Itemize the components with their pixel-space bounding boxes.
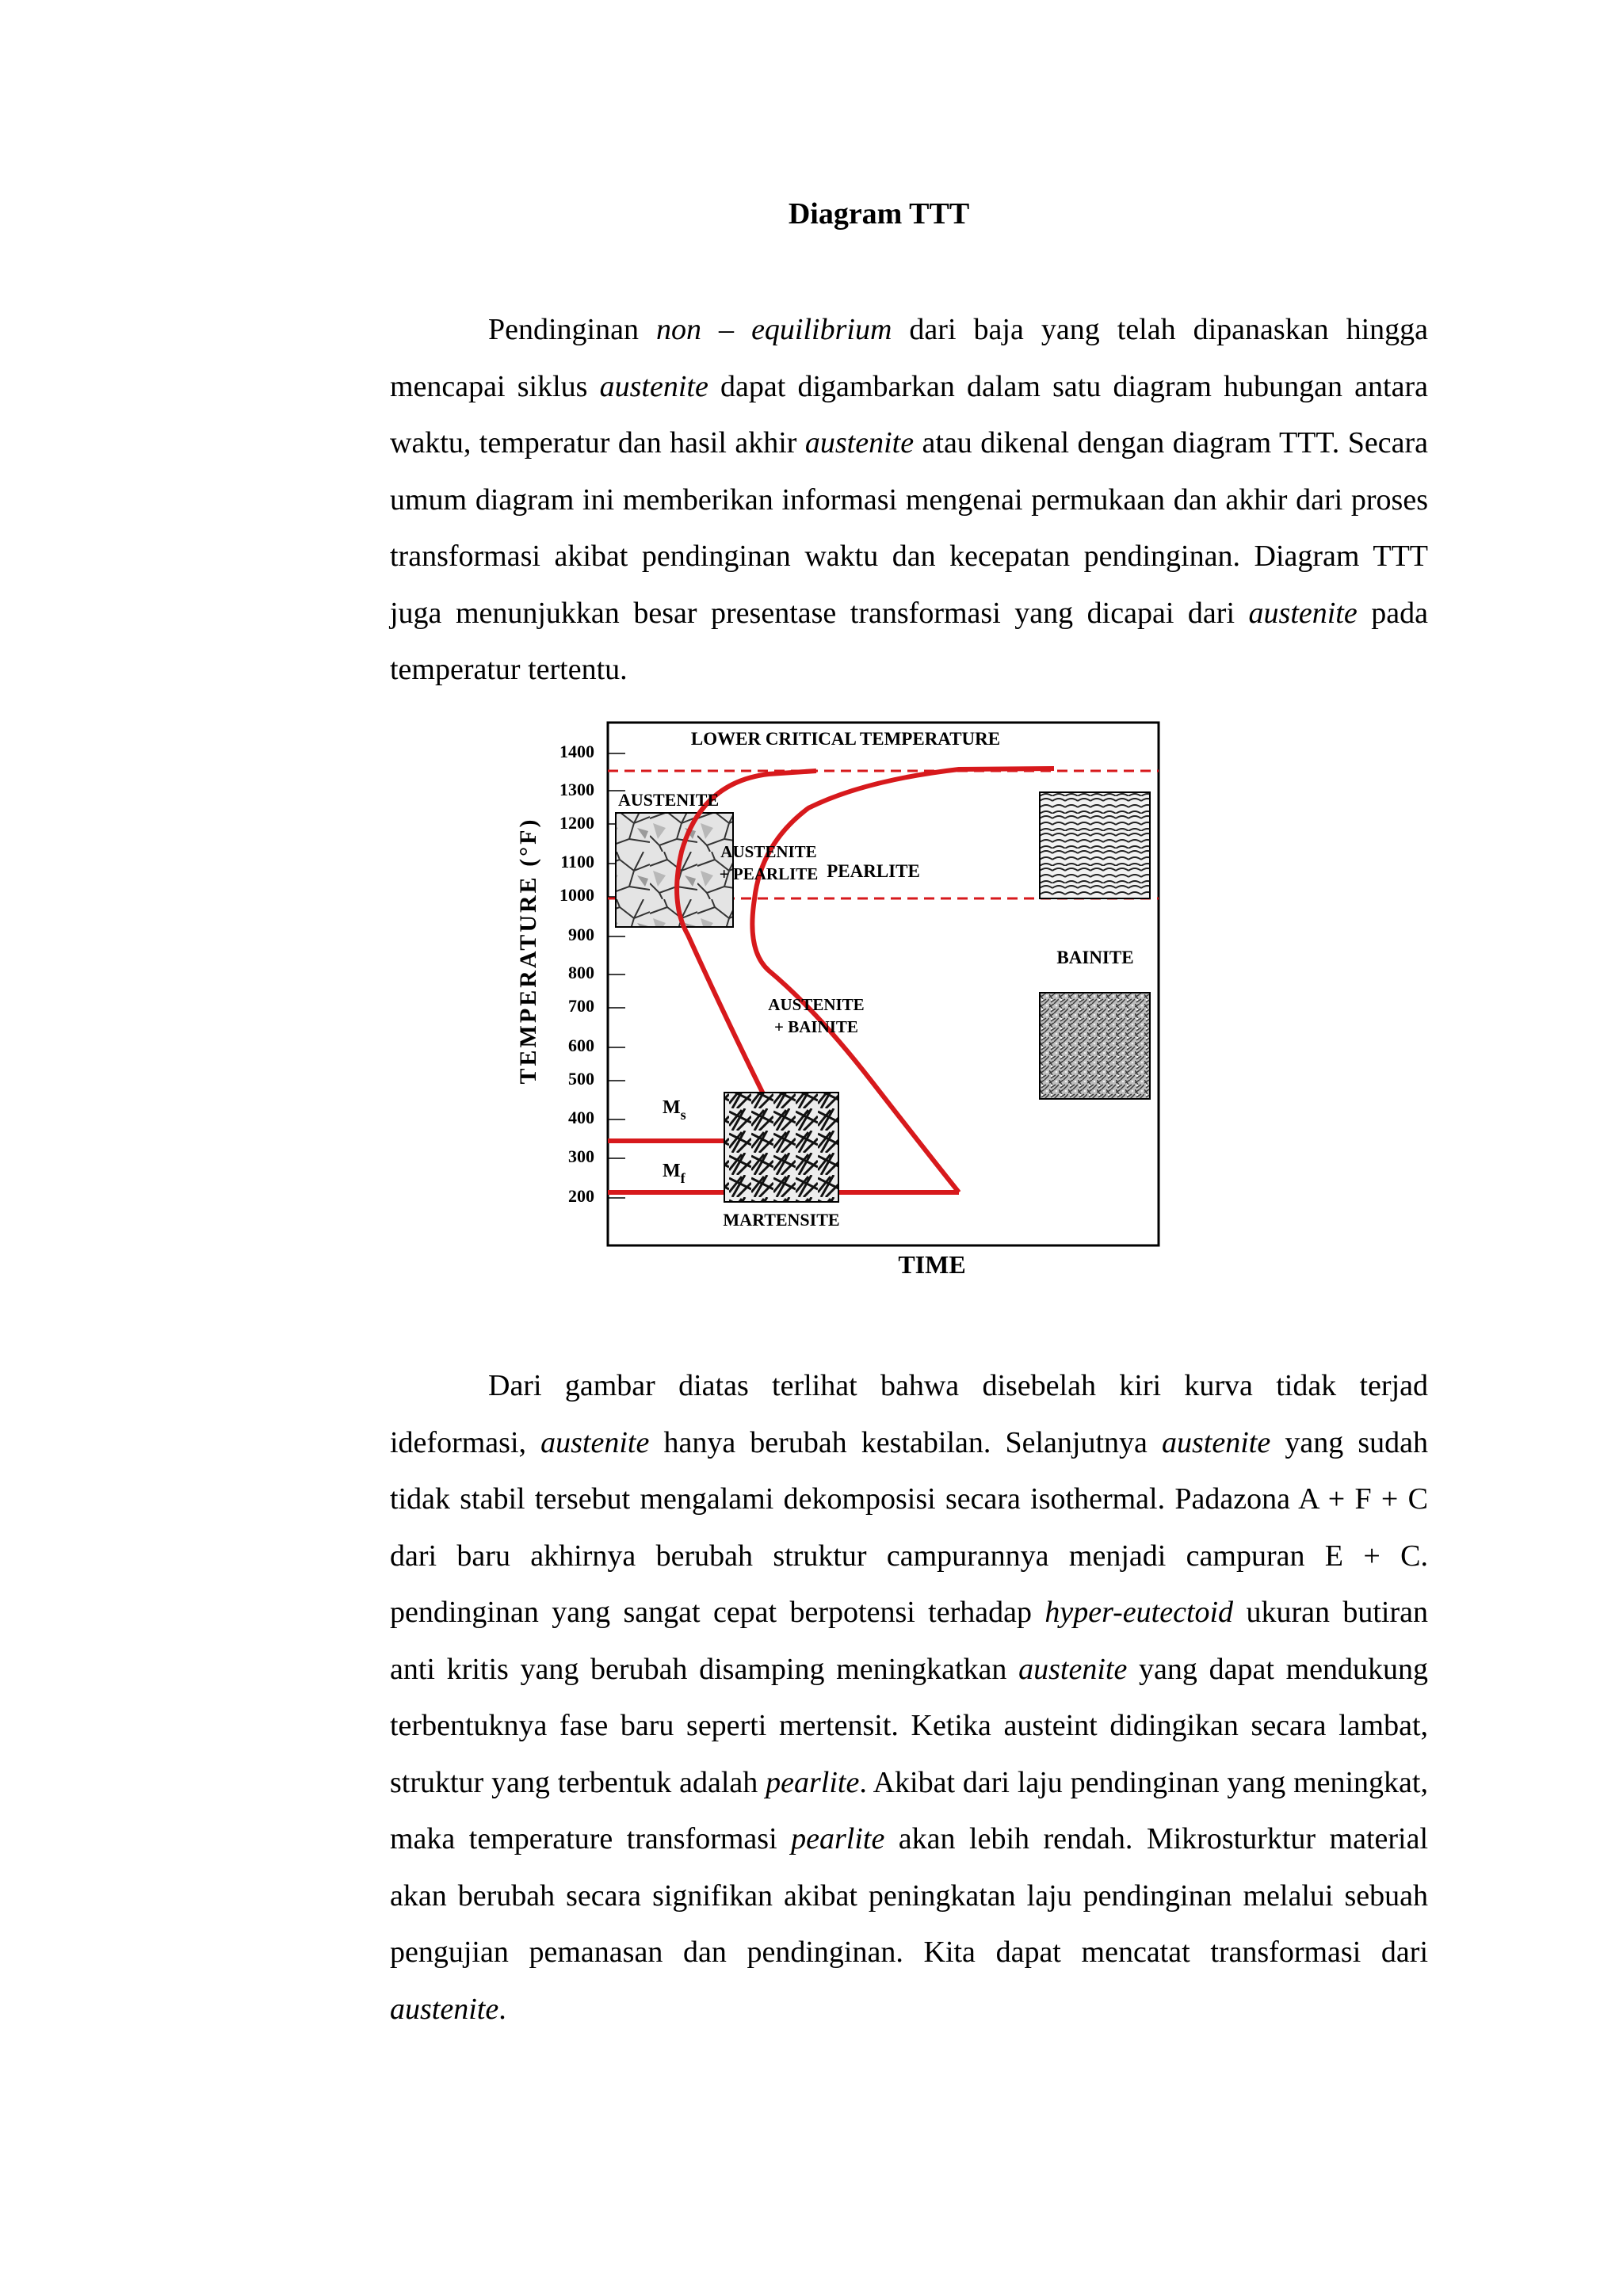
y-tick-800: 800 <box>568 963 594 982</box>
italic-term: pearlite <box>791 1822 885 1855</box>
label-austenite: AUSTENITE <box>618 790 720 810</box>
y-tick-labels <box>559 742 594 1206</box>
y-tick-1000: 1000 <box>559 885 594 905</box>
paragraph-intro <box>390 302 1428 699</box>
y-tick-1100: 1100 <box>560 852 594 871</box>
paragraph-discussion <box>390 1358 1428 2038</box>
text-run: . <box>498 1992 506 2026</box>
text-run: ukuran butiran anti kritis yang berubah disamping meningkatkan <box>390 1596 1428 1686</box>
page-title: Diagram TTT <box>788 197 970 231</box>
label-lower-critical: LOWER CRITICAL TEMPERATURE <box>690 729 1001 749</box>
y-tick-200: 200 <box>568 1186 594 1206</box>
italic-term: austenite <box>1248 596 1358 630</box>
italic-term: austenite <box>1018 1652 1128 1686</box>
italic-term: austenite <box>540 1425 650 1459</box>
label-austenite-bainite-2: + BAINITE <box>774 1017 858 1036</box>
text-run: Dari gambar diatas terlihat bahwa disebelah kiri kurva tidak terjad ideformasi, <box>390 1369 1428 1459</box>
y-tick-300: 300 <box>568 1146 594 1166</box>
pearlite-micrograph-icon <box>1040 792 1150 898</box>
italic-term: non – equilibrium <box>656 313 892 346</box>
label-pearlite: PEARLITE <box>827 861 920 881</box>
text-run: dapat digambarkan dalam satu diagram hubungan antara waktu, temperatur dan hasil akhir <box>390 369 1428 460</box>
italic-term: pearlite <box>766 1765 860 1799</box>
text-run: pada temperatur tertentu. <box>390 596 1428 686</box>
label-mf: $M_f$ <box>663 1161 685 1186</box>
text-run: atau dikenal dengan diagram TTT. Secara umum diagram ini memberikan informasi mengenai permukaan dan akhir dari proses transformasi akibat pendinginan waktu dan kecepatan pendinginan. Diagram TTT juga menunjukkan besar presentase transformasi yang dicapai dari <box>390 426 1428 630</box>
text-run: hanya berubah kestabilan. Selanjutnya <box>649 1425 1163 1459</box>
y-tick-700: 700 <box>568 996 594 1016</box>
y-tick-500: 500 <box>568 1069 594 1089</box>
ttt-diagram <box>507 709 1173 1295</box>
label-bainite: BAINITE <box>1056 948 1134 967</box>
text-run: Pendinginan <box>488 313 657 346</box>
italic-term: hyper-eutectoid <box>1044 1596 1234 1629</box>
text-run: dari baja yang telah dipanaskan hingga mencapai siklus <box>390 313 1429 403</box>
text-run: . Akibat dari laju pendinginan yang meningkat, maka temperature transformasi <box>390 1765 1428 1855</box>
text-run: yang sudah tidak stabil tersebut mengalami dekomposisi secara isothermal. Padazona A + F + C dari baru akhirnya berubah struktur campurannya menjadi campuran E + C. pendinginan yang sangat cepat berpotensi terhadap <box>390 1425 1428 1629</box>
italic-term: austenite <box>1162 1425 1271 1459</box>
italic-term: austenite <box>599 369 708 403</box>
martensite-micrograph-icon <box>724 1093 838 1202</box>
label-ms: $M_s$ <box>663 1097 686 1123</box>
y-axis-title: TEMPERATURE (°F) <box>515 817 541 1085</box>
y-tick-1300: 1300 <box>559 780 594 799</box>
y-tick-900: 900 <box>568 925 594 944</box>
austenite-micrograph-icon <box>616 813 733 927</box>
text-run: akan lebih rendah. Mikrosturktur material akan berubah secara signifikan akibat peningkatan laju pendinginan melalui sebuah pengujian pemanasan dan pendinginan. Kita dapat mencatat transformasi dari <box>390 1822 1429 1969</box>
label-austenite-bainite-1: AUSTENITE <box>768 995 865 1014</box>
y-tick-400: 400 <box>568 1108 594 1127</box>
bainite-micrograph-icon <box>1040 993 1150 1099</box>
text-run: yang dapat mendukung terbentuknya fase baru seperti mertensit. Ketika austeint didingikan secara lambat, struktur yang terbentuk adalah <box>390 1652 1428 1799</box>
y-tick-600: 600 <box>568 1035 594 1055</box>
italic-term: austenite <box>390 1992 499 2026</box>
label-austenite-pearlite-1: AUSTENITE <box>720 842 817 861</box>
label-martensite: MARTENSITE <box>723 1210 840 1230</box>
ttt-diagram-figure <box>507 709 1173 1295</box>
y-tick-1400: 1400 <box>559 742 594 761</box>
y-tick-1200: 1200 <box>559 813 594 833</box>
italic-term: austenite <box>804 426 915 460</box>
label-austenite-pearlite-2: + PEARLITE <box>719 864 819 883</box>
x-axis-title: TIME <box>898 1250 966 1279</box>
